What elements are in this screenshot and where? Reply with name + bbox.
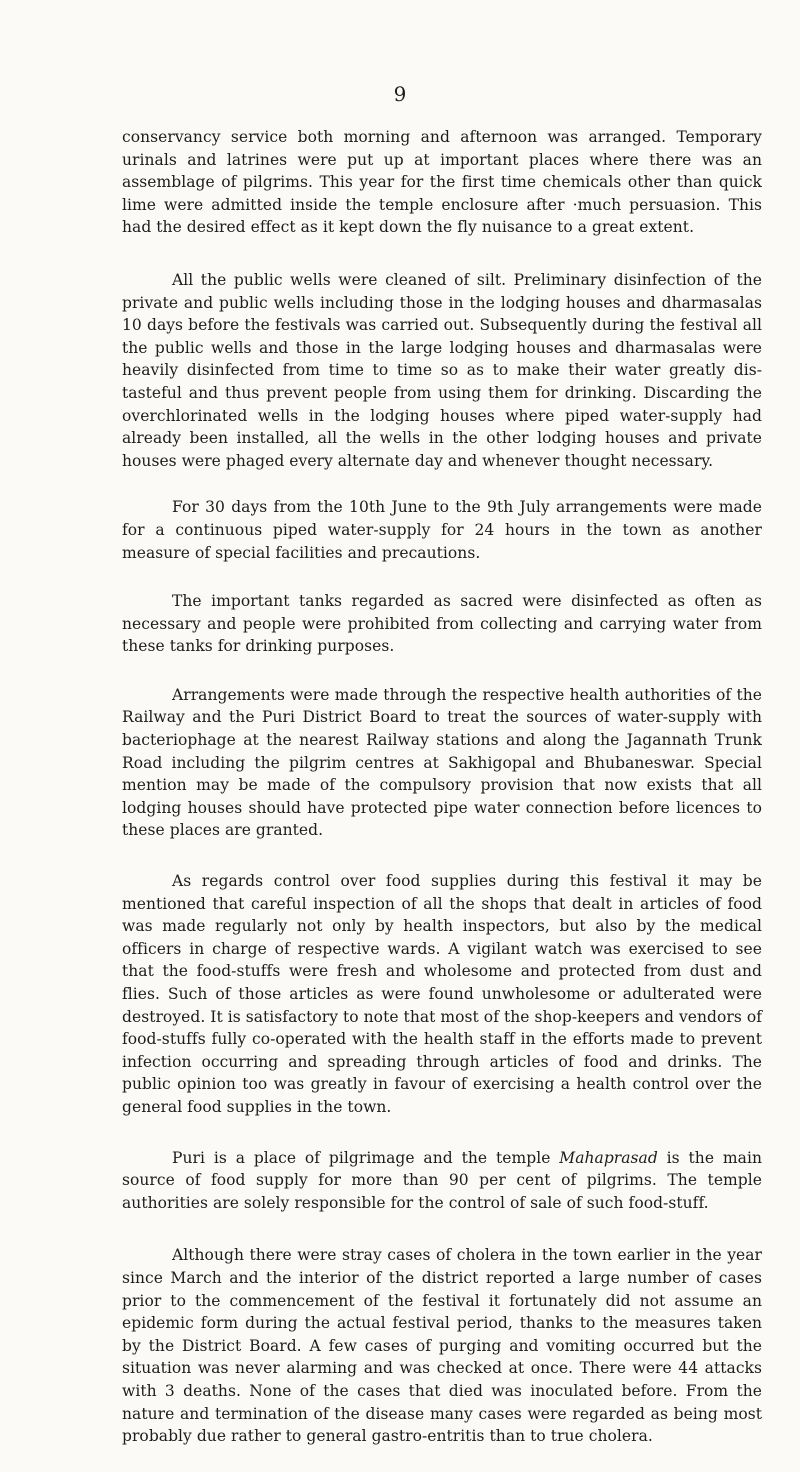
paragraph-water-supply: For 30 days from the 10th June to the 9th July arrangements were made for a continuous piped water-supply for 24 hours in the town as another measure of special facilities and precautions. [122, 498, 762, 562]
page-number: 9 [393, 82, 407, 106]
paragraph-bacteriophage: Arrangements were made through the respective health authorities of the Railway and the Puri District Board to treat the sources of water-supply with bacteriophage at the nearest Railway stations and along the Jagannath Trunk Road including the pilgrim centres at Sakhigopal and Bhubaneswar. Special mention may be made of the compulsory provision that now exists that all lodging houses should have protected pipe water connection before licences to these places are granted. [122, 685, 762, 840]
mahaprasad-term: Mahaprasad [559, 1148, 658, 1167]
mahaprasad-text-before: Puri is a place of pilgrimage and the temple [172, 1148, 560, 1167]
document-body [122, 126, 762, 1472]
paragraph-wells: All the public wells were cleaned of silt. Preliminary disinfection of the private and public wells including those in the lodging houses and dharmasalas 10 days before the festivals was carried out. Subsequently during the festival all the public wells and those in the large lodging houses and dharmasalas were heavily disinfected from time to time so as to make their water greatly dis-tasteful and thus prevent people from using them for drinking. Discarding the overchlorinated wells in the lodging houses where piped water-supply had already been installed, all the wells in the other lodging houses and private houses were phaged every alternate day and whenever thought necessary. [122, 270, 762, 470]
mahaprasad-text-after: is the main source of food supply for more than 90 per cent of pilgrims. The temple authorities are solely responsible for the control of sale of such food-stuff. [122, 1148, 762, 1212]
paragraph-mahaprasad [122, 1147, 762, 1215]
paragraph-food-control: As regards control over food supplies during this festival it may be mentioned that careful inspection of all the shops that dealt in articles of food was made regularly not only by health inspectors, but also by the medical officers in charge of respective wards. A vigilant watch was exercised to see that the food-stuffs were fresh and wholesome and protected from dust and flies. Such of those articles as were found unwholesome or adulterated were destroyed. It is satisfactory to note that most of the shop-keepers and vendors of food-stuffs fully co-operated with the health staff in the efforts made to prevent infection occurring and spreading through articles of food and drinks. The public opinion too was greatly in favour of exercising a health control over the general food supplies in the town. [122, 872, 762, 1116]
paragraph-cholera: Although there were stray cases of cholera in the town earlier in the year since March and the interior of the district reported a large number of cases prior to the commencement of the festival it fortunately did not assume an epidemic form during the actual festival period, thanks to the measures taken by the District Board. A few cases of purging and vomiting occurred but the situation was never alarming and was checked at once. There were 44 attacks with 3 deaths. None of the cases that died was inoculated before. From the nature and termination of the disease many cases were regarded as being most probably due rather to general gastro-entritis than to true cholera. [122, 1246, 762, 1446]
paragraph-conservancy: conservancy service both morning and afternoon was arranged. Temporary urinals and latrines were put up at important places where there was an assemblage of pilgrims. This year for the first time chemicals other than quick lime were admitted inside the temple enclosure after ·much persuasion. This had the desired effect as it kept down the fly nuisance to a great extent. [122, 128, 762, 237]
paragraph-tanks: The important tanks regarded as sacred were disinfected as often as necessary and people were prohibited from collecting and carrying water from these tanks for drinking purposes. [122, 592, 762, 656]
